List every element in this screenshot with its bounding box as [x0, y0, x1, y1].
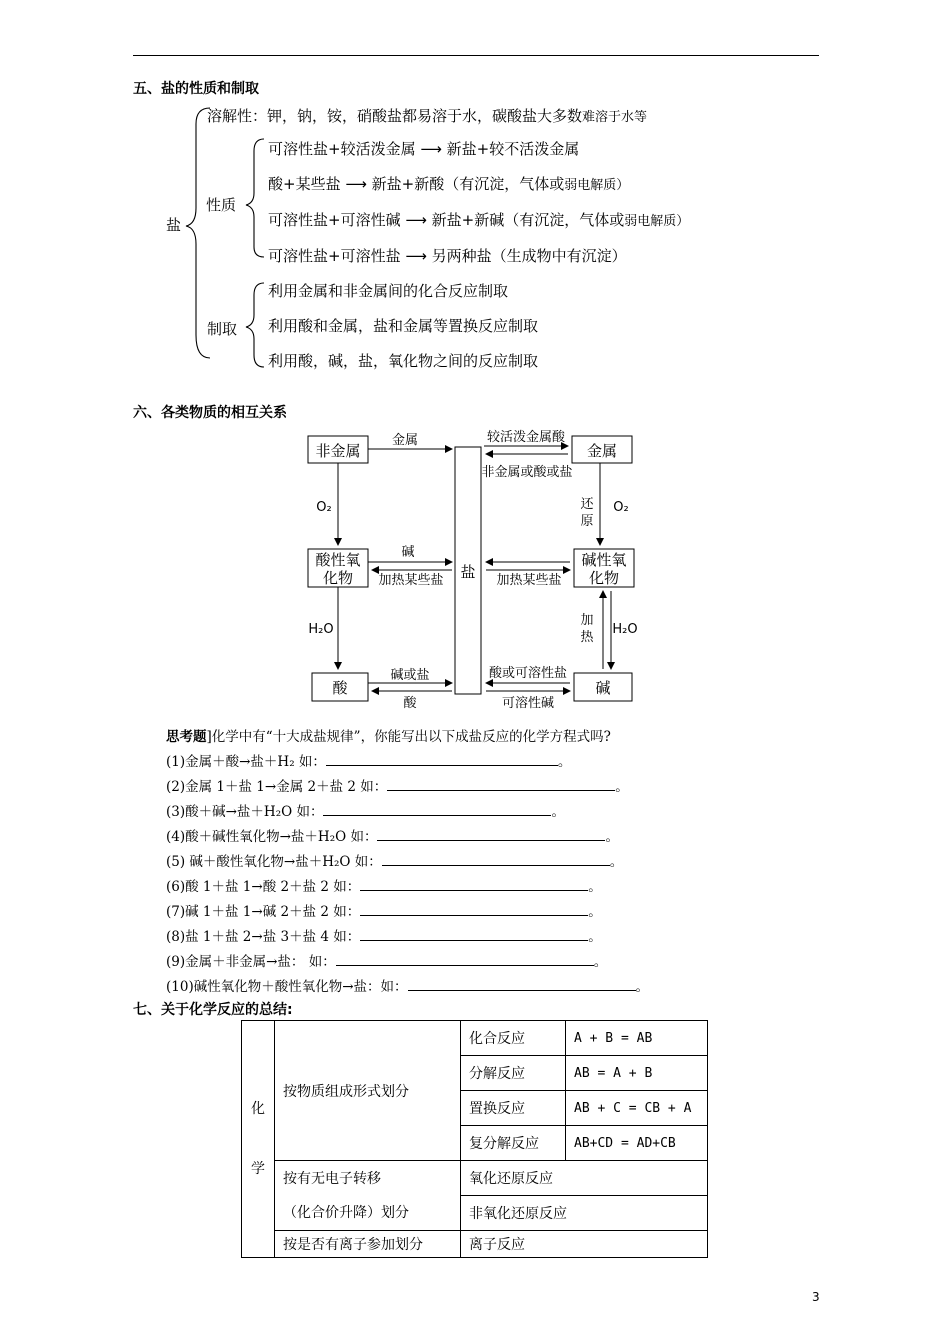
label-reduce-2: 原 — [580, 514, 594, 529]
property-4 — [268, 245, 627, 266]
property-2 — [268, 173, 629, 194]
combination-cell: 化合反应 — [461, 1021, 566, 1056]
question-end: 。 — [615, 779, 629, 795]
group1-cell: 按物质组成形式划分 — [275, 1021, 461, 1161]
question-end: 。 — [588, 879, 602, 895]
substance-relation-diagram — [300, 425, 650, 710]
question-end: 。 — [609, 854, 624, 870]
solubility-line — [207, 105, 647, 126]
decomposition-eq: AB = A + B — [566, 1056, 708, 1091]
group3-cell: 按是否有离子参加划分 — [275, 1231, 461, 1258]
decomposition-cell: 分解反应 — [461, 1056, 566, 1091]
label-o2-left: O₂ — [316, 500, 332, 515]
nonmetal-text: 非金属 — [315, 442, 361, 460]
property-2-tail: 弱电解质） — [564, 178, 630, 193]
acid-oxide-text-1: 酸性氧 — [315, 551, 361, 569]
question-text: (2)金属 1＋盐 1→金属 2＋盐 2 如： — [166, 779, 388, 795]
property-1-left: 可溶性盐+较活泼金属 — [268, 140, 421, 158]
question-5 — [166, 850, 623, 870]
side-label-2: 学 — [251, 1161, 265, 1177]
answer-blank[interactable] — [382, 851, 610, 866]
question-end: 。 — [588, 929, 602, 945]
page-number: 3 — [812, 1290, 820, 1304]
answer-blank[interactable] — [336, 951, 594, 966]
answer-blank[interactable] — [377, 826, 605, 841]
property-4-left: 可溶性盐+可溶性盐 — [268, 247, 406, 265]
question-3 — [166, 800, 565, 820]
arrow-icon: ⟶ — [420, 140, 442, 158]
question-end: 。 — [557, 754, 572, 770]
reaction-summary-table — [241, 1020, 708, 1258]
think-intro-text: ]化学中有“十大成盐规律”，你能写出以下成盐反应的化学方程式吗? — [206, 729, 611, 745]
question-7 — [166, 900, 602, 920]
label-h2o-right: H₂O — [612, 622, 638, 637]
arrow-icon: ⟶ — [345, 175, 367, 193]
label-acid-or-soluble-salt: 酸或可溶性盐 — [488, 666, 568, 681]
preparation-2: 利用酸和金属，盐和金属等置换反应制取 — [268, 317, 539, 335]
property-3-right: 新盐+新碱（有沉淀，气体或 — [426, 211, 625, 229]
property-2-right: 新盐+新酸（有沉淀，气体或 — [366, 175, 565, 193]
top-rule — [133, 55, 819, 56]
label-h2o-left: H₂O — [308, 622, 334, 637]
group2-cell — [275, 1161, 461, 1231]
sub-braces — [240, 135, 270, 380]
label-metal: 金属 — [391, 433, 419, 448]
property-1-right: 新盐+较不活泼金属 — [441, 140, 580, 158]
double-decomposition-eq: AB+CD = AD+CB — [566, 1126, 708, 1161]
question-10 — [166, 975, 649, 995]
side-label-1: 化 — [251, 1101, 265, 1117]
label-heat-2: 热 — [580, 630, 594, 645]
ionic-cell: 离子反应 — [461, 1231, 708, 1258]
question-text: (4)酸＋碱性氧化物→盐＋H₂O 如： — [166, 829, 378, 845]
base-oxide-text-1: 碱性氧 — [581, 551, 627, 569]
label-base-or-salt: 碱或盐 — [390, 668, 430, 683]
salt-root-label: 盐 — [166, 216, 182, 234]
property-3-tail: 弱电解质） — [624, 214, 690, 229]
non-redox-cell: 非氧化还原反应 — [461, 1196, 708, 1231]
question-end: 。 — [593, 954, 608, 970]
question-text: (1)金属＋酸→盐＋H₂ 如： — [166, 754, 326, 770]
displacement-cell: 置换反应 — [461, 1091, 566, 1126]
question-text: (6)酸 1＋盐 1→酸 2＋盐 2 如： — [166, 879, 361, 895]
metal-text: 金属 — [586, 442, 618, 460]
arrow-icon: ⟶ — [405, 211, 427, 229]
answer-blank[interactable] — [360, 876, 588, 891]
arrow-icon: ⟶ — [405, 247, 427, 265]
answer-blank[interactable] — [360, 901, 588, 916]
property-label: 性质 — [206, 196, 237, 214]
label-heat-some-salt-left: 加热某些盐 — [378, 573, 444, 588]
acid-text: 酸 — [332, 679, 348, 697]
label-heat-1: 加 — [580, 613, 594, 628]
property-2-left: 酸+某些盐 — [268, 175, 346, 193]
question-text: (10)碱性氧化物＋酸性氧化物→盐：如： — [166, 979, 408, 995]
answer-blank[interactable] — [326, 751, 558, 766]
section-5-heading: 五、盐的性质和制取 — [133, 81, 259, 97]
section-7-heading: 七、关于化学反应的总结: — [133, 1002, 293, 1018]
question-text: (9)金属＋非金属→盐： 如： — [166, 954, 336, 970]
property-3-left: 可溶性盐+可溶性碱 — [268, 211, 406, 229]
combination-eq: A + B = AB — [566, 1021, 708, 1056]
answer-blank[interactable] — [387, 776, 615, 791]
question-end: 。 — [605, 829, 619, 845]
answer-blank[interactable] — [408, 976, 636, 991]
question-text: (8)盐 1＋盐 2→盐 3＋盐 4 如： — [166, 929, 361, 945]
group2-line-2: （化合价升降）划分 — [283, 1204, 409, 1221]
preparation-label: 制取 — [207, 320, 238, 338]
salt-text: 盐 — [460, 563, 476, 581]
question-end: 。 — [551, 804, 565, 820]
base-text: 碱 — [595, 679, 611, 697]
question-4 — [166, 825, 619, 845]
label-nonmetal-acid-salt: 非金属或酸或盐 — [481, 465, 573, 480]
label-acid: 酸 — [403, 696, 417, 710]
question-text: (5) 碱＋酸性氧化物→盐＋H₂O 如： — [166, 854, 382, 870]
preparation-3: 利用酸，碱，盐，氧化物之间的反应制取 — [268, 352, 539, 370]
question-2 — [166, 775, 629, 795]
answer-blank[interactable] — [323, 801, 551, 816]
label-heat-some-salt-right: 加热某些盐 — [496, 573, 562, 588]
think-label: 思考题 — [166, 729, 207, 745]
property-1 — [268, 138, 579, 159]
section-6-heading: 六、各类物质的相互关系 — [133, 405, 287, 421]
group2-line-1: 按有无电子转移 — [283, 1170, 381, 1187]
preparation-1: 利用金属和非金属间的化合反应制取 — [268, 282, 509, 300]
side-label-cell — [242, 1021, 275, 1258]
label-reduce-1: 还 — [580, 497, 594, 512]
question-end: 。 — [635, 979, 650, 995]
question-8 — [166, 925, 602, 945]
question-text: (3)酸＋碱→盐＋H₂O 如： — [166, 804, 324, 820]
question-text: (7)碱 1＋盐 1→碱 2＋盐 2 如： — [166, 904, 361, 920]
label-o2-right: O₂ — [613, 500, 629, 515]
acid-oxide-text-2: 化物 — [322, 569, 354, 587]
question-6 — [166, 875, 602, 895]
base-oxide-text-2: 化物 — [588, 569, 620, 587]
displacement-eq: AB + C = CB + A — [566, 1091, 708, 1126]
solubility-tail: 难溶于水等 — [582, 110, 648, 125]
redox-cell: 氧化还原反应 — [461, 1161, 708, 1196]
label-base: 碱 — [401, 545, 415, 560]
label-soluble-base: 可溶性碱 — [501, 696, 555, 710]
answer-blank[interactable] — [360, 926, 588, 941]
think-intro — [166, 725, 611, 745]
solubility-text: 溶解性：钾，钠，铵，硝酸盐都易溶于水，碳酸盐大多数 — [207, 107, 583, 125]
property-3 — [268, 209, 689, 230]
question-1 — [166, 750, 571, 770]
property-4-right: 另两种盐（生成物中有沉淀） — [426, 247, 627, 265]
question-end: 。 — [588, 904, 602, 920]
label-active-metal-acid: 较活泼金属酸 — [486, 430, 566, 445]
double-decomposition-cell: 复分解反应 — [461, 1126, 566, 1161]
question-9 — [166, 950, 607, 970]
